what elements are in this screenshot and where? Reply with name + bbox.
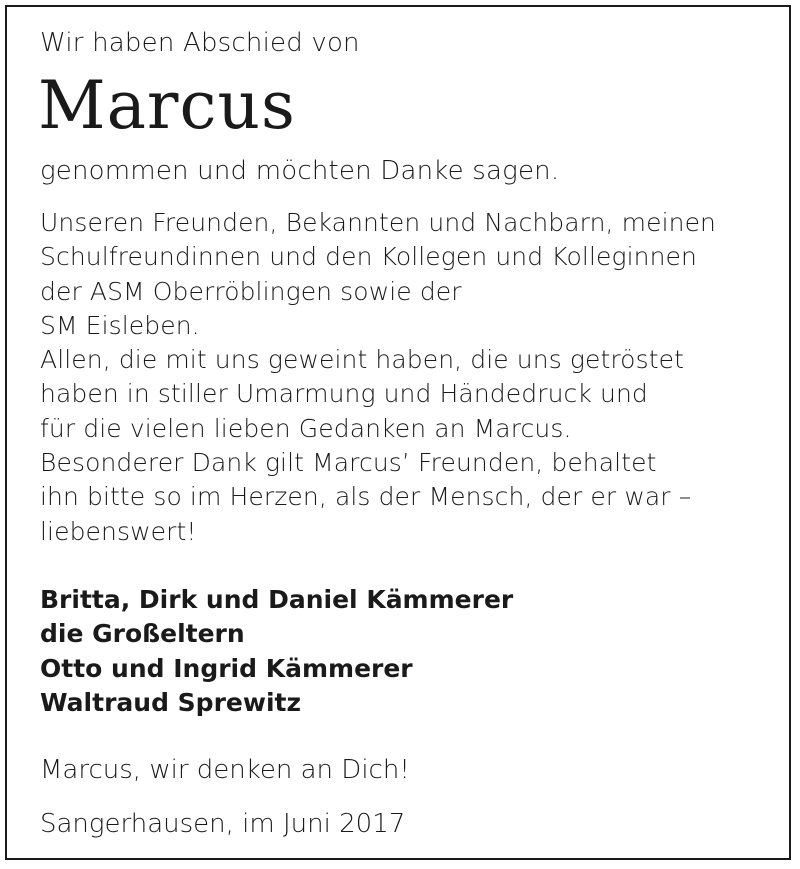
signer-name: Britta, Dirk und Daniel Kämmerer: [40, 584, 514, 614]
deceased-name: Marcus: [38, 67, 296, 144]
intro-text: Wir haben Abschied von: [40, 28, 360, 58]
signer-name: Waltraud Sprewitz: [40, 688, 302, 718]
message-line: liebenswert!: [40, 516, 197, 546]
message-line: für die vielen lieben Gedanken an Marcus.: [40, 413, 572, 443]
signer-name: Otto und Ingrid Kämmerer: [40, 653, 413, 683]
signers-list: [40, 583, 780, 721]
message-line: haben in stiller Umarmung und Händedruck und: [40, 379, 648, 409]
thanks-message: [40, 206, 780, 549]
closing-line: Marcus, wir denken an Dich!: [40, 754, 410, 785]
message-line: Unseren Freunden, Bekannten und Nachbarn, meinen: [40, 208, 717, 237]
thanks-heading: genommen und möchten Danke sagen.: [40, 156, 560, 186]
signer-name: die Großeltern: [40, 619, 245, 649]
message-line: Besonderer Dank gilt Marcus’ Freunden, behaltet: [40, 448, 657, 478]
message-line: der ASM Oberröblingen sowie der: [40, 276, 462, 306]
message-line: Schulfreundinnen und den Kollegen und Kolleginnen: [40, 242, 697, 272]
message-line: Allen, die mit uns geweint haben, die uns getröstet: [40, 345, 684, 375]
message-line: SM Eisleben.: [40, 310, 200, 340]
place-date: Sangerhausen, im Juni 2017: [40, 808, 406, 839]
obituary-notice: [40, 24, 780, 843]
message-line: ihn bitte so im Herzen, als der Mensch, der er war –: [40, 482, 692, 512]
